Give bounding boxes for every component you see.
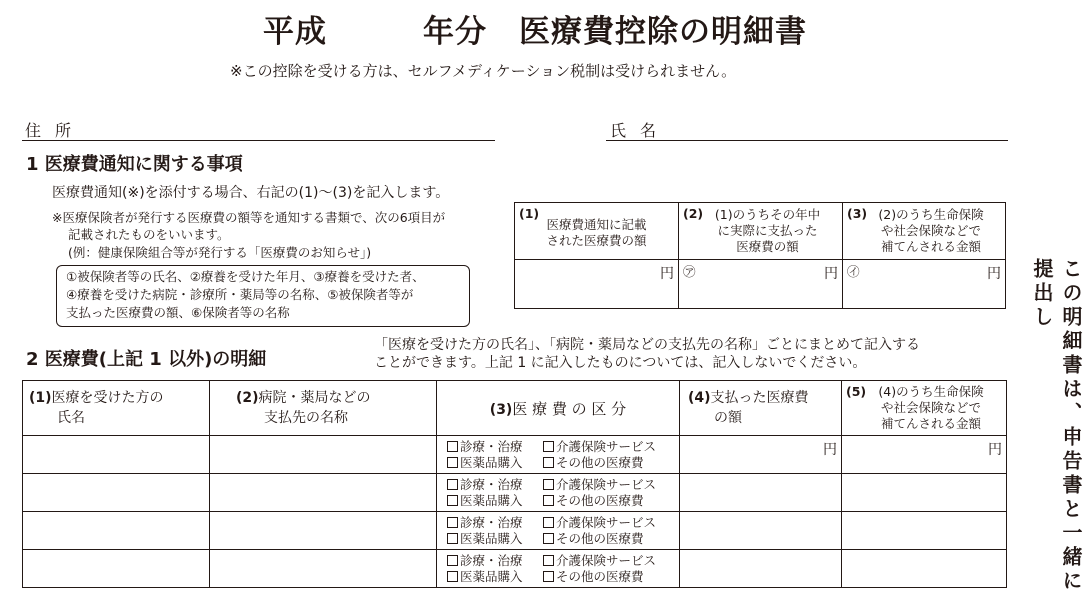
option-other: その他の医療費	[556, 493, 644, 508]
option-medical: 診療・治療	[460, 439, 523, 454]
category-cell	[437, 474, 680, 512]
col2-line2: に実際に支払った	[717, 223, 818, 238]
header-amount-paid	[680, 381, 842, 436]
patient-name-cell[interactable]	[23, 436, 210, 474]
mark-a: ㋐	[683, 264, 696, 279]
yen-3: 円	[987, 266, 1001, 282]
c3-text: 医 療 費 の 区 分	[512, 399, 627, 418]
col2-line3: 医療費の額	[736, 239, 799, 254]
header-reimbursed-amount	[842, 381, 1007, 436]
checkbox-medical[interactable]	[447, 517, 458, 528]
c3-num: (3)	[489, 401, 513, 418]
col2-line1: (1)のうちその年中	[714, 207, 821, 222]
section1-instruction: 医療費通知(※)を添付する場合、右記の(1)〜(3)を記入します。	[52, 185, 450, 201]
col3-line3: 補てんされる金額	[880, 239, 981, 254]
page-title: 平成 年分 医療費控除の明細書	[263, 14, 807, 50]
option-care: 介護保険サービス	[556, 477, 657, 492]
c4-line2: の額	[714, 410, 742, 426]
mark-i: ㋑	[847, 264, 860, 279]
checkbox-medical[interactable]	[447, 441, 458, 452]
checkbox-other[interactable]	[543, 495, 554, 506]
col1-line1: 医療費通知に記載	[546, 217, 647, 232]
col3-num: (3)	[847, 206, 868, 221]
notice-amount-3[interactable]	[843, 260, 1006, 309]
yen-2: 円	[824, 266, 838, 282]
items-line-1: ①被保険者等の氏名、②療養を受けた年月、③療養を受けた者、	[66, 269, 425, 284]
option-medical: 診療・治療	[460, 515, 523, 530]
medical-expense-table	[22, 380, 1007, 588]
reimbursed-cell[interactable]	[842, 550, 1007, 588]
checkbox-medicine[interactable]	[447, 495, 458, 506]
option-care: 介護保険サービス	[556, 439, 657, 454]
section2-heading: 2 医療費(上記 1 以外)の明細	[26, 349, 267, 370]
section1-footnote-2: 記載されたものをいいます。	[68, 227, 230, 242]
option-other: その他の医療費	[556, 455, 644, 470]
c1-line1: 医療を受けた方の	[51, 390, 164, 406]
col3-line1: (2)のうち生命保険	[878, 207, 984, 222]
reimbursed-cell[interactable]	[842, 436, 1007, 474]
payee-name-cell[interactable]	[210, 550, 437, 588]
address-underline	[22, 140, 495, 141]
option-care: 介護保険サービス	[556, 553, 657, 568]
option-medical: 診療・治療	[460, 477, 523, 492]
header-patient-name	[23, 381, 210, 436]
category-cell	[437, 436, 680, 474]
option-other: その他の医療費	[556, 531, 644, 546]
c4-num: (4)	[688, 390, 711, 406]
items-line-2: ④療養を受けた病院・診療所・薬局等の名称、⑤被保険者等が	[66, 287, 414, 302]
section1-example: (例：健康保険組合等が発行する「医療費のお知らせ」)	[68, 245, 372, 260]
c1-line2: 氏名	[57, 410, 85, 426]
option-medicine: 医薬品購入	[460, 493, 523, 508]
name-label: 氏名	[610, 121, 671, 140]
checkbox-medicine[interactable]	[447, 571, 458, 582]
c5-line2: や社会保険などで	[880, 400, 981, 415]
payee-name-cell[interactable]	[210, 474, 437, 512]
c5-line3: 補てんされる金額	[880, 416, 981, 431]
c5-line1: (4)のうち生命保険	[878, 384, 984, 399]
col1-num: (1)	[519, 206, 540, 221]
amount-paid-cell[interactable]	[680, 474, 842, 512]
header-expense-category	[437, 381, 680, 436]
section1-heading: 1 医療費通知に関する事項	[26, 154, 243, 175]
table-row	[23, 550, 1007, 588]
checkbox-medical[interactable]	[447, 479, 458, 490]
medical-notice-table	[514, 202, 1006, 309]
amount-paid-cell[interactable]	[680, 436, 842, 474]
checkbox-other[interactable]	[543, 571, 554, 582]
category-cell	[437, 550, 680, 588]
option-care: 介護保険サービス	[556, 515, 657, 530]
checkbox-other[interactable]	[543, 533, 554, 544]
table-row	[23, 436, 1007, 474]
checkbox-medical[interactable]	[447, 555, 458, 566]
address-label: 住所	[25, 121, 86, 140]
checkbox-medicine[interactable]	[447, 533, 458, 544]
table-row	[23, 474, 1007, 512]
checkbox-medicine[interactable]	[447, 457, 458, 468]
c5-num: (5)	[846, 384, 867, 399]
patient-name-cell[interactable]	[23, 512, 210, 550]
items-line-3: 支払った医療費の額、⑥保険者等の名称	[66, 305, 290, 320]
yen-label: 円	[823, 442, 837, 458]
checkbox-other[interactable]	[543, 457, 554, 468]
c2-num: (2)	[236, 390, 259, 406]
option-medicine: 医薬品購入	[460, 531, 523, 546]
patient-name-cell[interactable]	[23, 550, 210, 588]
amount-paid-cell[interactable]	[680, 512, 842, 550]
name-underline	[606, 140, 1008, 141]
payee-name-cell[interactable]	[210, 436, 437, 474]
c4-line1: 支払った医療費	[710, 390, 809, 406]
side-instruction: この明細書は、申告書と一緒に提出し	[1030, 258, 1083, 594]
c1-num: (1)	[29, 390, 52, 406]
section2-note-1: 「医療を受けた方の氏名」、「病院・薬局などの支払先の名称」ごとにまとめて記入する	[374, 337, 920, 353]
col2-num: (2)	[683, 206, 704, 221]
category-cell	[437, 512, 680, 550]
checkbox-care[interactable]	[543, 517, 554, 528]
yen-label: 円	[988, 442, 1002, 458]
checkbox-care[interactable]	[543, 441, 554, 452]
checkbox-care[interactable]	[543, 479, 554, 490]
c2-line2: 支払先の名称	[264, 410, 348, 426]
notice-amount-1[interactable]	[515, 260, 679, 309]
page-note: ※この控除を受ける方は、セルフメディケーション税制は受けられません。	[230, 62, 737, 80]
reimbursed-cell[interactable]	[842, 512, 1007, 550]
notice-col3-header	[843, 203, 1006, 260]
patient-name-cell[interactable]	[23, 474, 210, 512]
table-row	[23, 512, 1007, 550]
notice-col2-header	[679, 203, 843, 260]
section2-note-2: ことができます。上記 1 に記入したものについては、記入しないでください。	[374, 355, 867, 371]
col1-line2: された医療費の額	[546, 233, 647, 248]
header-payee-name	[210, 381, 437, 436]
payee-name-cell[interactable]	[210, 512, 437, 550]
option-other: その他の医療費	[556, 569, 644, 584]
option-medicine: 医薬品購入	[460, 569, 523, 584]
checkbox-care[interactable]	[543, 555, 554, 566]
option-medicine: 医薬品購入	[460, 455, 523, 470]
option-medical: 診療・治療	[460, 553, 523, 568]
notice-col1-header	[515, 203, 679, 260]
section1-footnote-1: ※医療保険者が発行する医療費の額等を通知する書類で、次の6項目が	[52, 210, 446, 225]
amount-paid-cell[interactable]	[680, 550, 842, 588]
yen-1: 円	[660, 266, 674, 282]
col3-line2: や社会保険などで	[880, 223, 981, 238]
reimbursed-cell[interactable]	[842, 474, 1007, 512]
c2-line1: 病院・薬局などの	[258, 390, 371, 406]
notice-amount-2[interactable]	[679, 260, 843, 309]
